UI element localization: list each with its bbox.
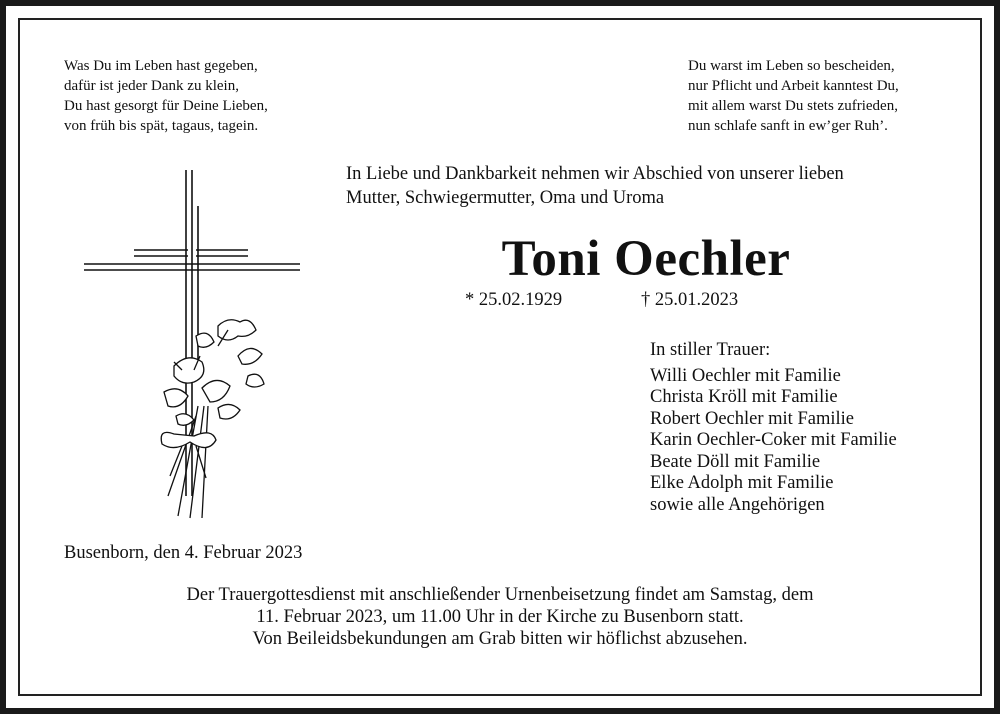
place-date: Busenborn, den 4. Februar 2023: [64, 543, 303, 563]
mourner-name: Christa Kröll mit Familie: [650, 387, 838, 407]
intro-line: In Liebe und Dankbarkeit nehmen wir Abschied von unserer lieben: [346, 164, 844, 184]
poem-left-line: von früh bis spät, tagaus, tagein.: [64, 118, 259, 134]
poem-right-line: nun schlafe sanft in ew’ger Ruh’.: [688, 118, 888, 134]
mourner-name: Karin Oechler-Coker mit Familie: [650, 430, 897, 450]
poem-right-line: nur Pflicht und Arbeit kanntest Du,: [688, 78, 899, 94]
service-notice-line: Von Beileidsbekundungen am Grab bitten wir höflichst abzusehen.: [252, 629, 748, 649]
poem-left-line: Du hast gesorgt für Deine Lieben,: [64, 98, 268, 114]
poem-left-line: dafür ist jeder Dank zu klein,: [64, 78, 239, 94]
intro-text: [346, 162, 946, 210]
mourner-name: Robert Oechler mit Familie: [650, 408, 854, 429]
poem-left: [64, 56, 268, 136]
mourner-name: sowie alle Angehörigen: [650, 494, 825, 515]
poem-right-line: Du warst im Leben so bescheiden,: [688, 58, 895, 74]
obituary-card: [6, 6, 994, 708]
mourners-list: [650, 340, 897, 516]
mourner-name: Elke Adolph mit Familie: [650, 473, 834, 493]
poem-right-line: mit allem warst Du stets zufrieden,: [688, 98, 898, 114]
deceased-name: Toni Oechler: [501, 231, 791, 287]
birth-date: * 25.02.1929: [465, 290, 563, 310]
cross-with-lilies-icon: [78, 166, 318, 526]
service-notice-line: 11. Februar 2023, um 11.00 Uhr in der Kirche zu Busenborn statt.: [256, 607, 744, 627]
intro-line: Mutter, Schwiegermutter, Oma und Uroma: [346, 188, 665, 208]
mourners-heading: In stiller Trauer:: [650, 340, 771, 360]
poem-right: [688, 56, 899, 136]
service-notice-line: Der Trauergottesdienst mit anschließender Urnenbeisetzung findet am Samstag, dem: [186, 585, 814, 605]
death-date: † 25.01.2023: [641, 290, 739, 310]
poem-left-line: Was Du im Leben hast gegeben,: [64, 58, 258, 74]
mourner-name: Beate Döll mit Familie: [650, 451, 821, 472]
service-notice: [46, 584, 954, 650]
mourner-name: Willi Oechler mit Familie: [650, 365, 841, 386]
